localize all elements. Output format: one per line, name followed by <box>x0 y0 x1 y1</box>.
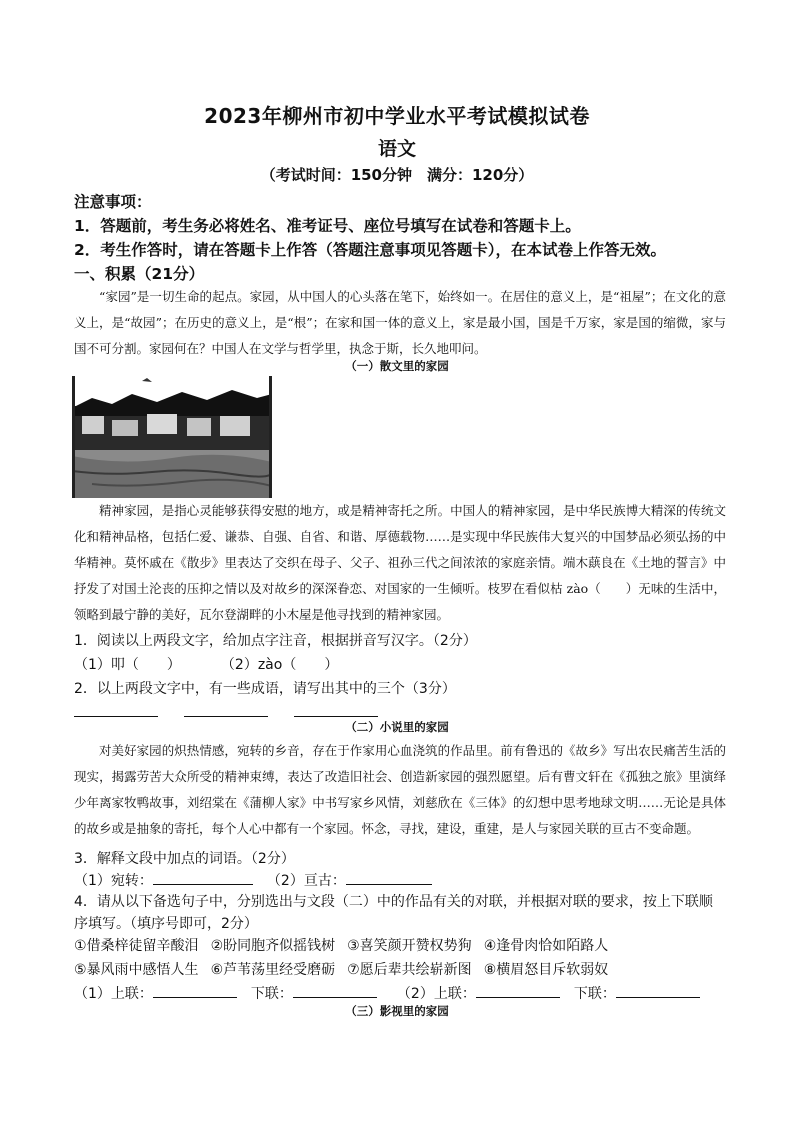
exam-title: 2023年柳州市初中学业水平考试模拟试卷 <box>204 104 590 128</box>
section-heading-fiction: （二）小说里的家园 <box>345 720 449 734</box>
question-3-answers <box>74 870 432 890</box>
option-5: ⑤暴风雨中感悟人生 <box>74 962 199 978</box>
a1-upper-label: （1）上联： <box>74 986 153 1002</box>
section-heading-film: （三）影视里的家园 <box>345 1004 449 1018</box>
a2-upper-blank[interactable] <box>476 983 560 998</box>
question-4-answers <box>74 983 700 1003</box>
answer-blank-1[interactable] <box>74 702 158 717</box>
a1-upper-blank[interactable] <box>153 983 237 998</box>
q1-answer-b: （2）zào（ ） <box>220 657 339 673</box>
a2-lower-blank[interactable] <box>616 983 700 998</box>
question-1-answers <box>74 654 338 674</box>
a2-upper-label: （2）上联： <box>396 986 476 1002</box>
q3-answer-a-label: （1）宛转： <box>74 873 153 889</box>
notice-heading: 注意事项： <box>74 193 152 211</box>
question-4: 4．请从以下备选句子中，分别选出与文段（二）中的作品有关的对联，并根据对联的要求，按上下联顺序填写。（填序号即可，2分） <box>74 894 713 932</box>
answer-blank-2[interactable] <box>184 702 268 717</box>
part1-heading: 一、积累（21分） <box>74 265 205 283</box>
intro-paragraph: “家园”是一切生命的起点。家园，从中国人的心头落在笔下，始终如一。在居住的意义上，是“祖屋”；在文化的意义上，是“故园”；在历史的意义上，是“根”；在家和国一体的意义上，家是最小国，国是千万家，家是国的缩微，家与国不可分割。家园何在？中国人在文学与哲学里，执念于斯，长久地叩问。 <box>74 289 726 356</box>
option-6: ⑥芦苇荡里经受磨砺 <box>210 962 336 978</box>
village-photo <box>72 376 272 498</box>
options-row-2 <box>74 959 608 979</box>
paragraph-fiction: 对美好家园的炽热情感，宛转的乡音，存在于作家用心血浇筑的作品里。前有鲁迅的《故乡》写出农民痛苦生活的现实，揭露劳苦大众所受的精神束缚，表达了改造旧社会、创造新家园的强烈愿望。后有曹文轩在《孤独之旅》里演绎少年离家牧鸭故事，刘绍棠在《蒲柳人家》中书写家乡风情，刘慈欣在《三体》的幻想中思考地球文明……无论是具体的故乡或是抽象的寄托，每个人心中都有一个家园。怀念，寻找，建设，重建，是人与家园关联的亘古不变命题。 <box>74 743 726 836</box>
notice-item-1: 1．答题前，考生务必将姓名、准考证号、座位号填写在试卷和答题卡上。 <box>74 217 581 235</box>
options-row-1 <box>74 935 608 955</box>
option-3: ③喜笑颜开赞权势狗 <box>347 938 472 954</box>
option-2: ②盼同胞齐似摇钱树 <box>210 938 336 954</box>
q3-answer-a-blank[interactable] <box>153 870 253 885</box>
q1-answer-a: （1）叩（ ） <box>74 657 181 673</box>
option-7: ⑦愿后辈共绘崭新图 <box>347 962 472 978</box>
a1-lower-blank[interactable] <box>293 983 377 998</box>
option-8: ⑧横眉怒目斥软弱奴 <box>483 962 609 978</box>
option-4: ④逢骨肉恰如陌路人 <box>483 938 609 954</box>
a2-lower-label: 下联： <box>573 986 616 1002</box>
question-2: 2．以上两段文字中，有一些成语，请写出其中的三个（3分） <box>74 681 456 697</box>
a1-lower-label: 下联： <box>250 986 293 1002</box>
q3-answer-b-blank[interactable] <box>346 870 432 885</box>
question-1: 1．阅读以上两段文字，给加点字注音，根据拼音写汉字。（2分） <box>74 633 477 649</box>
section-heading-prose: （一）散文里的家园 <box>345 359 449 373</box>
q3-answer-b-label: （2）亘古： <box>266 873 346 889</box>
option-1: ①借桑梓徒留辛酸泪 <box>74 938 199 954</box>
notice-item-2: 2．考生作答时，请在答题卡上作答（答题注意事项见答题卡），在本试卷上作答无效。 <box>74 241 667 259</box>
answer-blank-3[interactable] <box>294 702 378 717</box>
exam-info: （考试时间：150分钟 满分：120分） <box>260 166 534 184</box>
subject-title: 语文 <box>377 138 416 160</box>
paragraph-prose: 精神家园，是指心灵能够获得安慰的地方，或是精神寄托之所。中国人的精神家园，是中华民族博大精深的传统文化和精神品格，包括仁爱、谦恭、自强、自省、和谐、厚德载物……是实现中华民族伟大复兴的中国梦品必须弘扬的中华精神。莫怀戚在《散步》里表达了交织在母子、父子、祖孙三代之间浓浓的家庭亲情。端木蕻良在《土地的誓言》中抒发了对国土沦丧的压抑之情以及对故乡的深深眷恋、对国家的一生倾听。枝罗在看似枯 zào（ ）无味的生活中，领略到最宁静的美好，瓦尔登湖畔的小木屋是他寻找到的精神家园。 <box>74 503 726 622</box>
question-3: 3．解释文段中加点的词语。（2分） <box>74 851 295 867</box>
